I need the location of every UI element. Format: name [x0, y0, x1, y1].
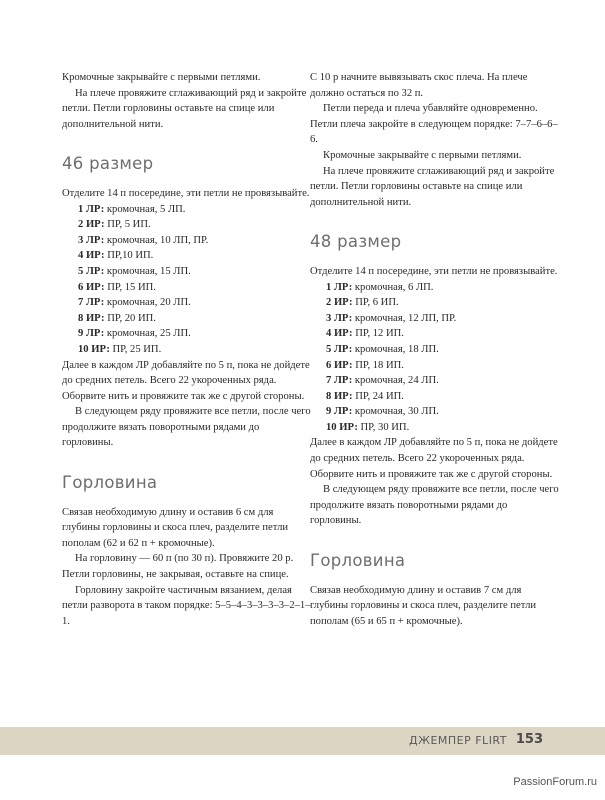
paragraph: С 10 р начните вывязывать скос плеча. На плече должно остаться по 32 п.	[310, 72, 528, 99]
row-label: 1 ЛР:	[326, 281, 353, 293]
instruction-row	[62, 342, 312, 358]
row-text: ПР, 15 ИП.	[104, 281, 156, 293]
paragraph: На горловину — 60 п (по 30 п). Провяжите 20 р. Петли горловины, не закрывая, оставьте на спице.	[62, 553, 294, 581]
paragraph: Горловину закройте частичным вязанием, делая петли разворота в таком порядке: 5–5–4–3–3–3–3–2–1–1.	[62, 584, 311, 627]
instruction-row	[62, 248, 312, 264]
paragraph: На плече провяжите сглаживающий ряд и закройте петли. Петли горловины оставьте на спице или дополнительной нити.	[310, 165, 555, 208]
right-column	[310, 70, 560, 629]
row-label: 1 ЛР:	[78, 203, 105, 215]
row-label: 10 ИР:	[78, 343, 110, 355]
row-list-48	[310, 280, 560, 436]
section-heading-size-48: 48 размер	[310, 232, 402, 252]
row-label: 4 ИР:	[326, 328, 353, 340]
instruction-row	[310, 311, 560, 327]
row-text: кромочная, 15 ЛП.	[104, 265, 191, 277]
instruction-row	[310, 404, 560, 420]
instruction-row	[62, 311, 312, 327]
row-text: кромочная, 10 ЛП, ПР.	[104, 234, 209, 246]
row-text: кромочная, 12 ЛП, ПР.	[352, 312, 457, 324]
row-label: 7 ЛР:	[78, 297, 105, 309]
row-list-46	[62, 202, 312, 358]
row-text: кромочная, 24 ЛП.	[352, 375, 439, 387]
row-text: кромочная, 5 ЛП.	[104, 203, 186, 215]
row-text: ПР, 5 ИП.	[104, 219, 151, 231]
paragraph: Далее в каждом ЛР добавляйте по 5 п, пока не дойдете до средних петель. Всего 22 укороченных ряда. Оборвите нить и провяжите так же с другой стороны.	[310, 437, 558, 480]
row-text: ПР, 24 ИП.	[352, 390, 404, 402]
paragraph: Отделите 14 п посередине, эти петли не провязывайте.	[62, 187, 310, 199]
instruction-row	[310, 420, 560, 436]
paragraph: Кромочные закрывайте с первыми петлями.	[323, 149, 522, 161]
row-text: ПР, 25 ИП.	[109, 343, 162, 355]
section-heading-neckline: Горловина	[62, 473, 158, 493]
row-label: 9 ЛР:	[326, 406, 353, 418]
paragraph: Петли переда и плеча убавляйте одновременно. Петли плеча закройте в следующем порядке: 7–7–6–6–6.	[310, 103, 558, 146]
paragraph: Связав необходимую длину и оставив 6 см для глубины горловины и скоса плеч, разделите петли пополам (62 и 62 п + кромочные).	[62, 506, 289, 549]
paragraph: В следующем ряду провяжите все петли, после чего продолжите вязать поворотными рядами до горловины.	[62, 406, 311, 449]
instruction-row	[310, 280, 560, 296]
row-label: 2 ИР:	[326, 297, 353, 309]
instruction-row	[310, 295, 560, 311]
row-label: 3 ЛР:	[326, 312, 353, 324]
left-column	[62, 70, 312, 629]
instruction-row	[310, 342, 560, 358]
instruction-row	[62, 264, 312, 280]
paragraph: В следующем ряду провяжите все петли, после чего продолжите вязать поворотными рядами до горловины.	[310, 484, 559, 527]
paragraph: Связав необходимую длину и оставив 7 см для глубины горловины и скоса плеч, разделите петли пополам (65 и 65 п + кромочные).	[310, 584, 537, 627]
row-label: 8 ИР:	[78, 312, 105, 324]
row-label: 5 ЛР:	[326, 343, 353, 355]
row-label: 3 ЛР:	[78, 234, 105, 246]
row-text: ПР, 20 ИП.	[104, 312, 156, 324]
row-label: 8 ИР:	[326, 390, 353, 402]
row-text: ПР, 18 ИП.	[352, 359, 404, 371]
row-label: 2 ИР:	[78, 219, 105, 231]
row-label: 4 ИР:	[78, 250, 105, 262]
row-text: кромочная, 6 ЛП.	[352, 281, 434, 293]
paragraph: На плече провяжите сглаживающий ряд и закройте петли. Петли горловины оставьте на спице или дополнительной нити.	[62, 87, 307, 130]
paragraph: Отделите 14 п посередине, эти петли не провязывайте.	[310, 265, 558, 277]
row-text: кромочная, 20 ЛП.	[104, 297, 191, 309]
row-text: кромочная, 25 ЛП.	[104, 328, 191, 340]
row-text: ПР, 6 ИП.	[352, 297, 399, 309]
instruction-row	[310, 326, 560, 342]
footer-title: ДЖЕМПЕР FLIRT	[409, 734, 507, 747]
row-label: 6 ИР:	[326, 359, 353, 371]
section-heading-size-46: 46 размер	[62, 154, 154, 174]
row-text: ПР,10 ИП.	[104, 250, 154, 262]
row-label: 7 ЛР:	[326, 375, 353, 387]
instruction-row	[62, 295, 312, 311]
footer-bar	[0, 727, 605, 755]
row-text: кромочная, 30 ЛП.	[352, 406, 439, 418]
instruction-row	[310, 373, 560, 389]
section-heading-neckline: Горловина	[310, 551, 406, 571]
instruction-row	[62, 326, 312, 342]
watermark: PassionForum.ru	[513, 776, 597, 788]
row-label: 5 ЛР:	[78, 265, 105, 277]
instruction-row	[62, 202, 312, 218]
paragraph: Кромочные закрывайте с первыми петлями.	[62, 72, 261, 83]
instruction-row	[310, 389, 560, 405]
instruction-row	[62, 280, 312, 296]
row-label: 6 ИР:	[78, 281, 105, 293]
instruction-row	[62, 217, 312, 233]
paragraph: Далее в каждом ЛР добавляйте по 5 п, пока не дойдете до средних петель. Всего 22 укороченных ряда. Оборвите нить и провяжите так же с другой стороны.	[62, 359, 310, 402]
row-text: ПР, 30 ИП.	[357, 421, 410, 433]
row-text: кромочная, 18 ЛП.	[352, 343, 439, 355]
instruction-row	[62, 233, 312, 249]
instruction-row	[310, 358, 560, 374]
row-label: 9 ЛР:	[78, 328, 105, 340]
row-label: 10 ИР:	[326, 421, 358, 433]
page-number: 153	[515, 732, 543, 747]
row-text: ПР, 12 ИП.	[352, 328, 404, 340]
